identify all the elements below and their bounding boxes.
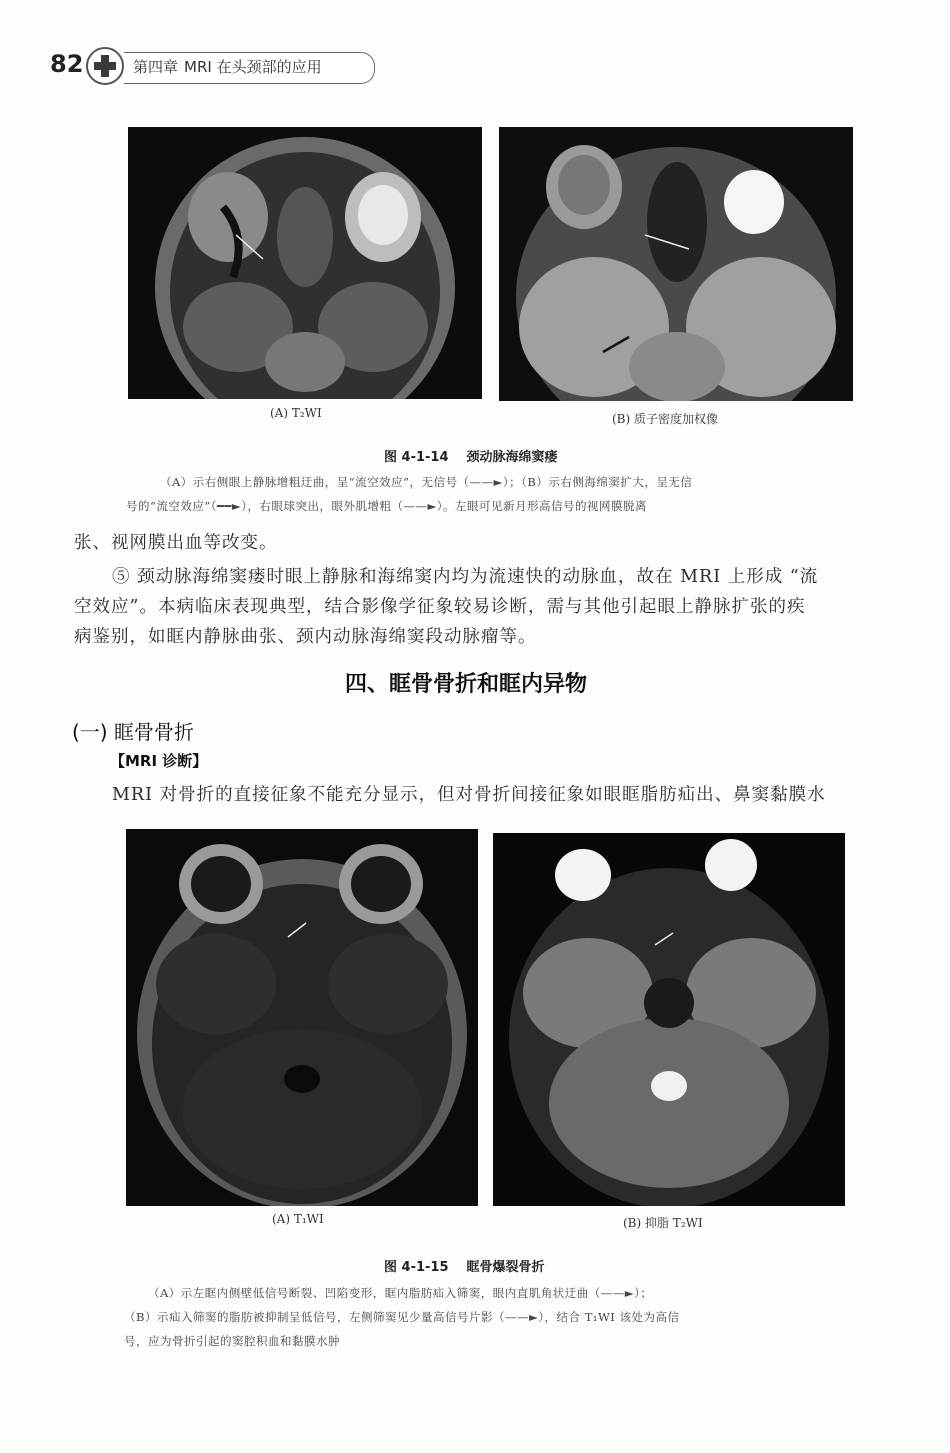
chapter-heading (133, 56, 328, 77)
page-number: 82 (50, 50, 84, 78)
mri-image-fat-suppressed-t2wi (493, 833, 845, 1206)
chapter-number: 第四章 (133, 58, 179, 76)
figure2-label-b: (B) 抑脂 T₂WI (623, 1216, 703, 1230)
body-line4: 病鉴别，如眶内静脉曲张、颈内动脉海绵窦段动脉瘤等。 (74, 627, 537, 647)
body-line3: 空效应”。本病临床表现典型，结合影像学征象较易诊断，需与其他引起眼上静脉扩张的疾 (74, 597, 806, 617)
figure2-caption-line3: 号，应为骨折引起的窦腔积血和黏膜水肿 (124, 1334, 340, 1348)
body-line1: 张、视网膜出血等改变。 (74, 533, 278, 553)
mri-image-t1wi-orbit-fracture (126, 829, 478, 1206)
figure1-caption-line2: 号的“流空效应”（━━►），右眼球突出，眼外肌增粗（——►）。左眼可见新月形高信号的视网膜脱离 (126, 499, 648, 513)
figure1-name: 颈动脉海绵窦瘘 (466, 450, 558, 465)
section-title: 四、眶骨骨折和眶内异物 (345, 671, 588, 697)
mri-image-proton-density (499, 127, 853, 401)
figure2-caption-line2: （B）示疝入筛窦的脂肪被抑制呈低信号，左侧筛窦见少量高信号片影（——►），结合 T₁WI 该处为高信 (124, 1310, 680, 1324)
body-line2: ⑤ 颈动脉海绵窦瘘时眼上静脉和海绵窦内均为流速快的动脉血，故在 MRI 上形成 “流 (112, 567, 819, 587)
figure1-label-b: (B) 质子密度加权像 (612, 412, 718, 426)
chapter-title: MRI 在头颈部的应用 (184, 58, 322, 76)
plus-icon (86, 47, 124, 85)
figure1-number: 图 4-1-14 (384, 450, 449, 465)
figure2-caption-line1: （A）示左眶内侧壁低信号断裂、凹陷变形，眶内脂肪疝入筛窦，眼内直肌角状迂曲（——►）； (148, 1286, 653, 1300)
mri-image-t2wi-orbit (128, 127, 482, 399)
figure2-name: 眶骨爆裂骨折 (466, 1260, 545, 1275)
figure2-title (384, 1256, 545, 1275)
figure1-label-a: (A) T₂WI (270, 406, 322, 420)
section-text-line1: MRI 对骨折的直接征象不能充分显示，但对骨折间接征象如眼眶脂肪疝出、鼻窦黏膜水 (112, 785, 826, 805)
subsection-title: (一) 眶骨骨折 (72, 720, 194, 744)
figure2-label-a: (A) T₁WI (272, 1212, 324, 1226)
mri-diagnosis-heading: 【MRI 诊断】 (110, 752, 208, 770)
figure1-title (384, 446, 558, 465)
figure1-caption-line1: （A）示右侧眼上静脉增粗迂曲，呈“流空效应”，无信号（——►）；（B）示右侧海绵窦扩大，呈无信 (160, 475, 693, 489)
figure2-number: 图 4-1-15 (384, 1260, 449, 1275)
